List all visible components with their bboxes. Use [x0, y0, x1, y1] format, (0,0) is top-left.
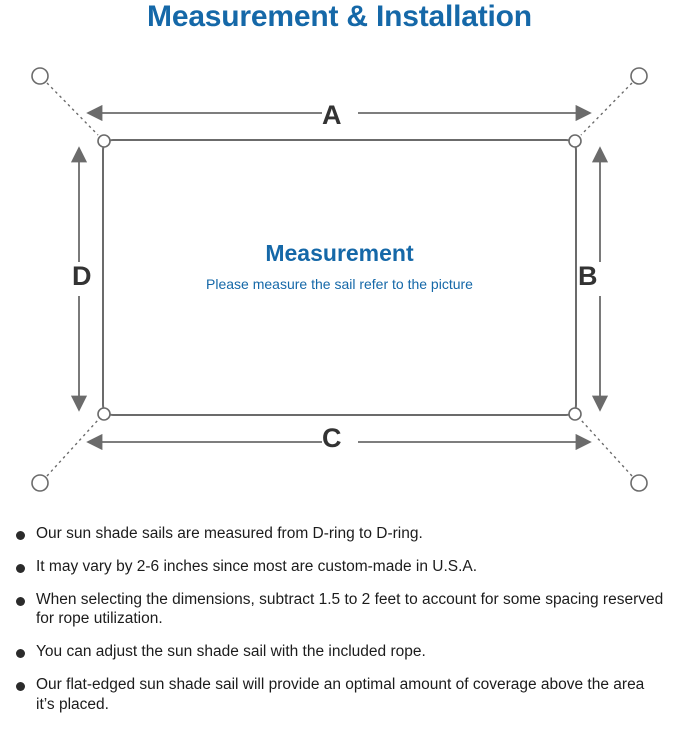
- dimension-label-c: C: [322, 423, 342, 453]
- measurement-diagram: [0, 48, 679, 518]
- note-text: It may vary by 2-6 inches since most are custom-made in U.S.A.: [36, 557, 478, 575]
- bullet-icon: [16, 597, 25, 606]
- note-text: Our flat-edged sun shade sail will provide an optimal amount of coverage above the area it’s placed.: [36, 676, 645, 713]
- anchor-point-bottom-left: [32, 475, 48, 491]
- bullet-icon: [16, 531, 25, 540]
- diagram-center-title: Measurement: [265, 240, 414, 266]
- note-text: You can adjust the sun shade sail with the included rope.: [36, 643, 426, 661]
- page-title: Measurement & Installation: [147, 0, 532, 33]
- dimension-label-d: D: [72, 261, 92, 291]
- note-text: When selecting the dimensions, subtract 1.5 to 2 feet to account for some spacing reserved for rope utilization.: [36, 590, 664, 628]
- rope-top-right: [581, 83, 632, 135]
- d-ring-bottom-left: [98, 408, 110, 420]
- d-ring-top-right: [569, 135, 581, 147]
- rope-top-left: [47, 83, 98, 135]
- list-item: [0, 675, 679, 715]
- rope-bottom-left: [47, 420, 98, 476]
- bullet-icon: [16, 649, 25, 658]
- anchor-point-top-left: [32, 68, 48, 84]
- rope-bottom-right: [581, 420, 632, 476]
- list-item: [0, 524, 679, 544]
- dimension-label-a: A: [322, 100, 342, 130]
- list-item: [0, 590, 679, 630]
- list-item: [0, 557, 679, 577]
- d-ring-bottom-right: [569, 408, 581, 420]
- dimension-label-b: B: [578, 261, 598, 291]
- bullet-icon: [16, 564, 25, 573]
- bullet-icon: [16, 682, 25, 691]
- anchor-point-top-right: [631, 68, 647, 84]
- anchor-point-bottom-right: [631, 475, 647, 491]
- diagram-center-subtitle: Please measure the sail refer to the picture: [206, 276, 473, 292]
- list-item: [0, 642, 679, 662]
- notes-list: [0, 524, 679, 728]
- d-ring-top-left: [98, 135, 110, 147]
- note-text: Our sun shade sails are measured from D-ring to D-ring.: [36, 525, 423, 542]
